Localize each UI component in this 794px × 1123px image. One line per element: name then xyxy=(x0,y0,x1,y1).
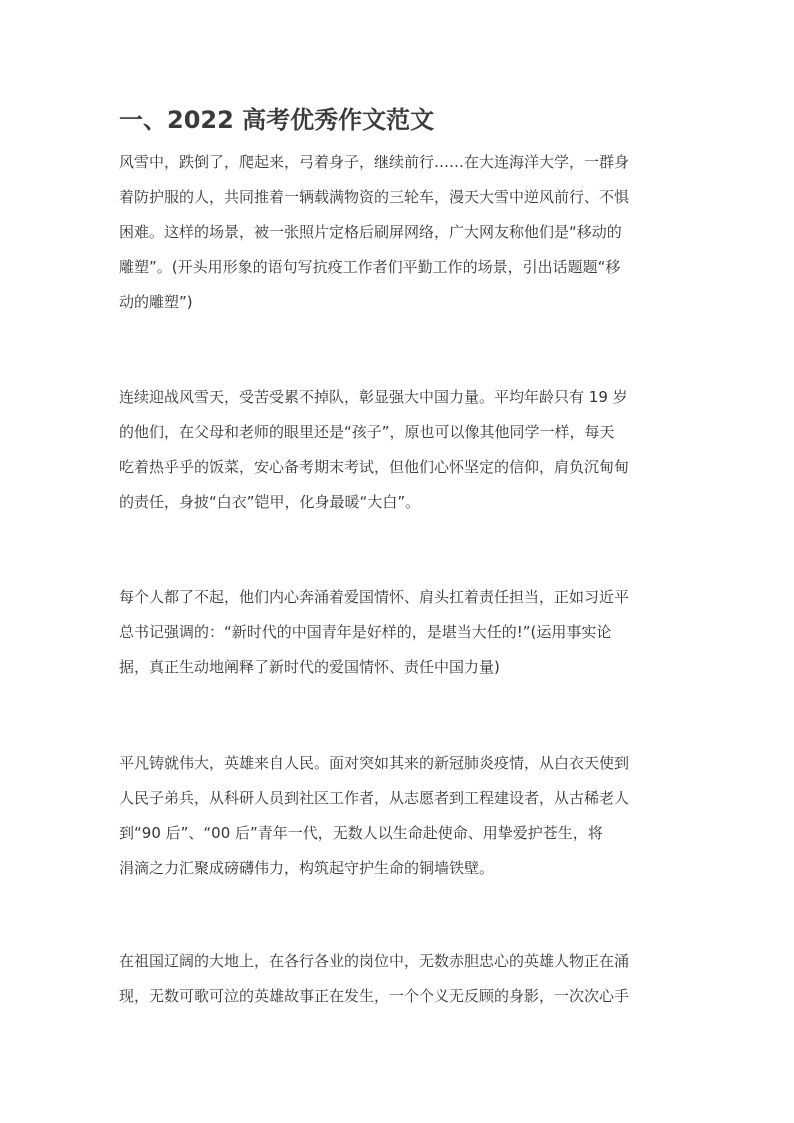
text-line: 人民子弟兵，从科研人员到社区工作者，从志愿者到工程建设者，从古稀老人 xyxy=(119,789,630,807)
paragraph-2 xyxy=(119,380,679,520)
text-line: 现，无数可歌可泣的英雄故事正在发生，一个个义无反顾的身影，一次次心手 xyxy=(119,987,630,1005)
text-line: 涓滴之力汇聚成磅礴伟力，构筑起守护生命的铜墙铁壁。 xyxy=(119,859,495,877)
text-line: 吃着热乎乎的饭菜，安心备考期末考试，但他们心怀坚定的信仰，肩负沉甸甸 xyxy=(119,458,630,476)
text-line: 雕塑”。(开头用形象的语句写抗疫工作者们平勤工作的场景，引出话题题“移 xyxy=(119,258,621,276)
text-line: 到“90 后”、“00 后”青年一代，无数人以生命赴使命、用挚爱护苍生，将 xyxy=(119,824,603,842)
text-line: 风雪中，跌倒了，爬起来，弓着身子，继续前行……在大连海洋大学，一群身 xyxy=(119,153,630,171)
text-line: 每个人都了不起，他们内心奔涌着爱国情怀、肩头扛着责任担当，正如习近平 xyxy=(119,588,630,606)
text-line: 平凡铸就伟大，英雄来自人民。面对突如其来的新冠肺炎疫情，从白衣天使到 xyxy=(119,754,630,772)
text-line: 总书记强调的：“新时代的中国青年是好样的，是堪当大任的!”(运用事实论 xyxy=(119,623,612,641)
text-line: 在祖国辽阔的大地上，在各行各业的岗位中，无数赤胆忠心的英雄人物正在涌 xyxy=(119,952,630,970)
paragraph-1 xyxy=(119,145,679,320)
text-line: 据，真正生动地阐释了新时代的爱国情怀、责任中国力量) xyxy=(119,658,500,676)
text-line: 困难。这样的场景，被一张照片定格后刷屏网络，广大网友称他们是“移动的 xyxy=(119,223,622,241)
text-line: 的他们，在父母和老师的眼里还是“孩子”，原也可以像其他同学一样，每天 xyxy=(119,423,615,441)
document-title: 一、2022 高考优秀作文范文 xyxy=(119,106,435,134)
text-line: 连续迎战风雪天，受苦受累不掉队，彰显强大中国力量。平均年龄只有 19 岁 xyxy=(119,388,628,406)
text-line: 动的雕塑”) xyxy=(119,293,193,311)
text-line: 的责任，身披“白衣”铠甲，化身最暖“大白”。 xyxy=(119,493,421,511)
text-line: 着防护服的人，共同推着一辆载满物资的三轮车，漫天大雪中逆风前行、不惧 xyxy=(119,188,630,206)
paragraph-4 xyxy=(119,746,679,886)
paragraph-3 xyxy=(119,580,679,685)
paragraph-5 xyxy=(119,944,679,1014)
